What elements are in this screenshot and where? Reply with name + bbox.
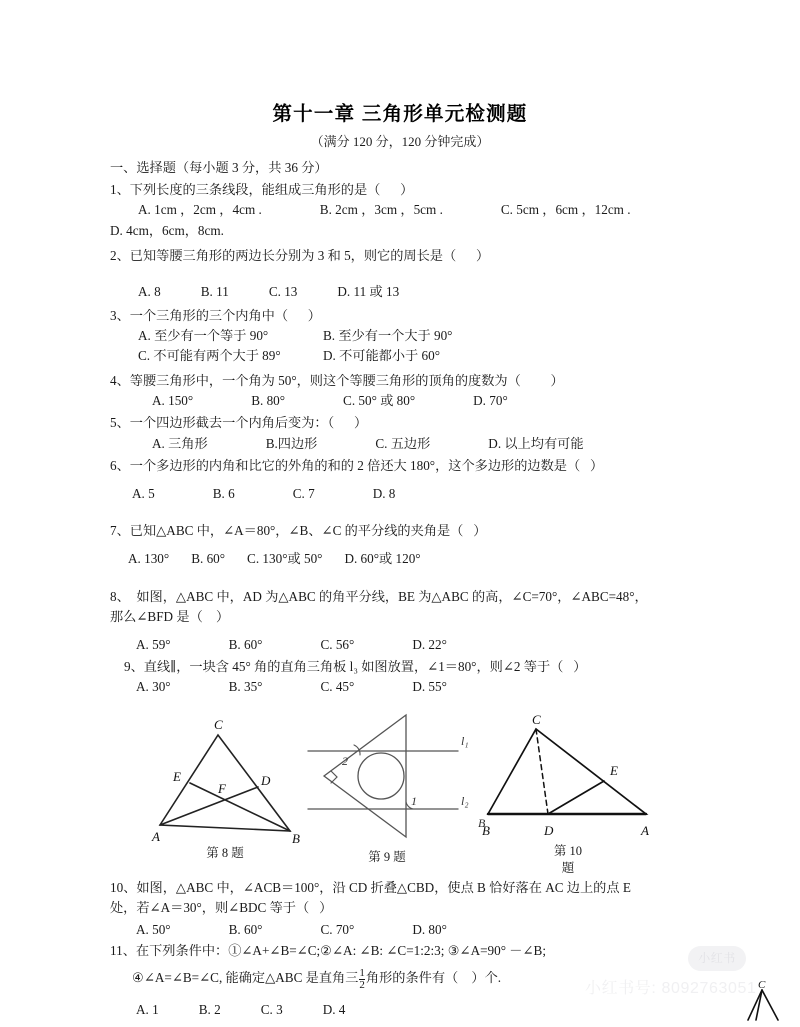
question-4-options — [110, 392, 690, 411]
question-2-stem: 2、已知等腰三角形的两边长分别为 3 和 5，则它的周长是（ ） — [110, 247, 490, 263]
angle-label-1: 1 — [411, 794, 417, 809]
option-d[interactable]: D. 11 或 13 — [337, 283, 400, 299]
option-d[interactable]: D. 22° — [412, 636, 447, 652]
question-1-options — [110, 201, 690, 220]
option-b[interactable]: B. 60° — [191, 550, 226, 566]
question-3-stem: 3、一个三角形的三个内角中（ ） — [110, 308, 321, 324]
question-11-stem: 11、在下列条件中：①∠A+∠B=∠C;②∠A: ∠B: ∠C=1:2:3; ③∠A=90° －∠B; — [110, 943, 546, 959]
option-b[interactable]: B. 6 — [212, 486, 235, 502]
question-content — [0, 150, 800, 1020]
xiaohongshu-id-watermark: 小红书号: 8092763051 — [585, 980, 757, 997]
question-5-options — [110, 435, 690, 454]
question-7-stem: 7、已知△ABC 中，∠A＝80°，∠B、∠C 的平分线的夹角是（ ） — [110, 523, 487, 539]
label-A: A — [152, 829, 160, 845]
figures-row — [110, 709, 690, 877]
option-b[interactable]: B. 11 — [200, 283, 229, 299]
option-a[interactable]: A. 三角形 — [152, 435, 208, 451]
option-c[interactable]: C. 3 — [260, 1002, 283, 1018]
question-10-stem-line2: 处，若∠A＝30°，则∠BDC 等于（ ） — [110, 899, 333, 915]
option-d[interactable]: D. 55° — [412, 679, 447, 695]
label-B: B — [292, 831, 300, 846]
option-a[interactable]: A. 1cm ，2cm ，4cm . — [138, 202, 262, 218]
option-b[interactable]: B. 60° — [228, 636, 263, 652]
option-a[interactable]: A. 5 — [132, 486, 155, 502]
figure-8-caption: 第 8 题 — [206, 846, 244, 861]
question-11-options — [110, 1001, 690, 1020]
option-d[interactable]: D. 80° — [412, 921, 447, 937]
option-a[interactable]: A. 130° — [128, 550, 170, 566]
question-4-stem: 4、等腰三角形中，一个角为 50°，则这个等腰三角形的顶角的度数为（ ） — [110, 372, 564, 388]
label-F: F — [218, 781, 226, 797]
question-10-stem: 10、如图，△ABC 中，∠ACB＝100°，沿 CD 折叠△CBD，使点 B 恰好落在 AC 边上的点 E — [110, 880, 631, 896]
option-a[interactable]: A. 59° — [136, 636, 171, 652]
figure-9-drawing — [306, 709, 486, 849]
label-B: B — [478, 816, 486, 831]
circle-hole — [358, 753, 404, 799]
question-2-options — [110, 283, 690, 302]
question-5-stem: 5、一个四边形截去一个内角后变为：（ ） — [110, 415, 368, 431]
option-c[interactable]: C. 13 — [268, 283, 298, 299]
option-d[interactable]: D. 70° — [473, 393, 508, 409]
label-C: C — [532, 712, 541, 728]
question-1-options-cont — [110, 222, 690, 241]
xiaohongshu-badge-watermark: 小红书 — [688, 946, 746, 971]
figure-question-8 — [140, 715, 310, 862]
question-11-stem-line2-part-a: ④∠A=∠B=∠C, 能确定△ABC 是直角三 — [132, 970, 359, 986]
option-c[interactable]: C. 50° 或 80° — [343, 393, 416, 409]
option-b[interactable]: B.四边形 — [265, 435, 318, 451]
figure-10-drawing — [478, 711, 658, 843]
label-B: B — [482, 823, 490, 839]
label-C: C — [758, 980, 766, 991]
figure-question-10 — [478, 711, 658, 876]
option-c[interactable]: C. 5cm ，6cm ，12cm . — [500, 202, 631, 218]
option-a[interactable]: A. 至少有一个等于 90° — [138, 328, 269, 344]
option-b[interactable]: B. 2cm ，3cm ，5cm . — [319, 202, 443, 218]
option-c[interactable]: C. 45° — [320, 679, 355, 695]
option-a[interactable]: A. 1 — [136, 1002, 159, 1018]
fraction-denominator: 2 — [359, 979, 365, 992]
option-a[interactable]: A. 30° — [136, 679, 171, 695]
option-d[interactable]: D. 60°或 120° — [344, 550, 421, 566]
option-b[interactable]: B. 至少有一个大于 90° — [323, 328, 453, 344]
option-c[interactable]: C. 70° — [320, 921, 355, 937]
figure-8-drawing — [140, 715, 310, 845]
question-1-stem: 1、下列长度的三条线段，能组成三角形的是（ ） — [110, 181, 414, 197]
page-subtitle: （满分 120 分，120 分钟完成） — [310, 134, 490, 149]
question-6-options — [110, 485, 690, 504]
label-E: E — [610, 763, 618, 779]
question-9-options — [110, 678, 690, 697]
fraction-numerator: 1 — [359, 967, 365, 980]
label-l1: l₁ — [461, 734, 469, 749]
figure-9-caption: 第 9 题 — [368, 850, 406, 865]
label-A: A — [641, 823, 649, 839]
section-heading: 一、选择题（每小题 3 分，共 36 分） — [110, 160, 328, 175]
option-d[interactable]: D. 4cm，6cm，8cm. — [110, 223, 224, 239]
question-6-stem: 6、一个多边形的内角和比它的外角的和的 2 倍还大 180°，这个多边形的边数是（ ） — [110, 457, 604, 473]
question-10-options — [110, 921, 690, 940]
option-d[interactable]: D. 以上均有可能 — [488, 435, 584, 451]
question-3-options-row2 — [110, 347, 690, 366]
label-C: C — [214, 717, 223, 733]
label-E: E — [173, 769, 181, 785]
option-c[interactable]: C. 130°或 50° — [247, 550, 323, 566]
option-c[interactable]: C. 五边形 — [375, 435, 431, 451]
option-d[interactable]: D. 不可能都小于 60° — [323, 347, 440, 363]
option-c[interactable]: C. 不可能有两个大于 89° — [138, 347, 281, 363]
angle-label-2: 2 — [342, 754, 348, 769]
option-a[interactable]: A. 50° — [136, 921, 171, 937]
question-7-options — [110, 550, 690, 569]
option-b[interactable]: B. 80° — [251, 393, 286, 409]
question-3-options-row1 — [110, 327, 690, 346]
option-c[interactable]: C. 7 — [292, 486, 315, 502]
figure-10-caption-line1: 第 10 — [553, 844, 583, 859]
question-8-stem: 8、 如图，△ABC 中，AD 为△ABC 的角平分线，BE 为△ABC 的高，∠C=70°，∠ABC=48°， — [110, 589, 648, 605]
question-8-options — [110, 636, 690, 655]
option-c[interactable]: C. 56° — [320, 636, 355, 652]
option-b[interactable]: B. 2 — [198, 1002, 221, 1018]
option-d[interactable]: D. 4 — [322, 1002, 346, 1018]
option-a[interactable]: A. 8 — [138, 283, 161, 299]
label-D: D — [261, 773, 271, 789]
label-l2: l₂ — [461, 794, 469, 809]
page-title: 第十一章 三角形单元检测题 — [272, 103, 528, 125]
figure-question-9 — [306, 709, 486, 866]
option-b[interactable]: B. 35° — [228, 679, 263, 695]
label-D: D — [544, 823, 554, 839]
question-8-stem-line2: 那么∠BFD 是（ ） — [110, 609, 230, 625]
question-9-stem: 9、直线∥，一块含 45° 角的直角三角板 l₃ 如图放置，∠1＝80°，则∠2 等于（ ） — [124, 658, 587, 674]
figure-10-caption-line2: 題 — [561, 860, 575, 875]
fraction-one-half — [359, 968, 365, 991]
question-11-stem-line2-part-b: 角形的条件有（ ）个. — [365, 970, 502, 986]
option-a[interactable]: A. 150° — [152, 393, 194, 409]
option-d[interactable]: D. 8 — [372, 486, 396, 502]
option-b[interactable]: B. 60° — [228, 921, 263, 937]
